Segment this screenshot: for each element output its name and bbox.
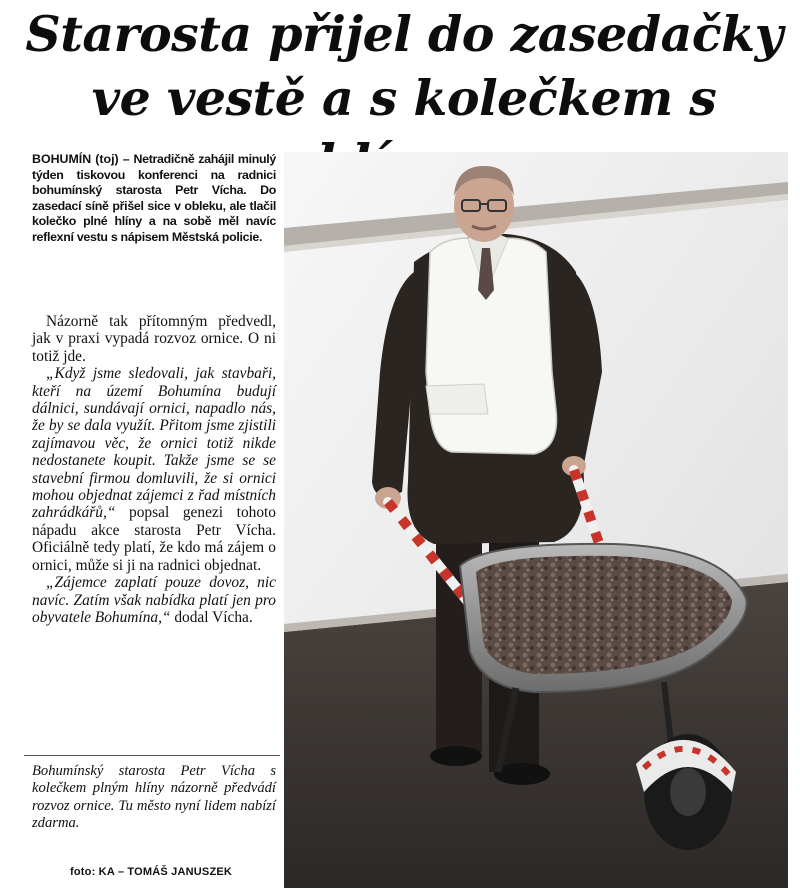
photo-credit: foto: KA – TOMÁŠ JANUSZEK [70, 866, 233, 878]
paragraph-1: Názorně tak přítomným předvedl, jak v praxi vypadá rozvoz ornice. O ni totiž jde. [32, 313, 276, 365]
paragraph-3-rest: dodal Vícha. [170, 608, 253, 626]
quote-2: „Zájemce zaplatí pouze dovoz, nic navíc. Zatím však nabídka platí jen pro obyvatele Bohumína,“ [32, 574, 276, 626]
lead-paragraph [32, 152, 276, 246]
paragraph-2 [32, 365, 276, 574]
photo-illustration [284, 152, 788, 888]
article-body [32, 313, 276, 626]
photo-caption: Bohumínský starosta Petr Vícha s kolečkem plným hlíny názorně předvádí rozvoz ornice. Tu město nyní lidem nabízí zdarma. [32, 763, 276, 832]
left-shoe [430, 746, 482, 766]
quote-1: „Když jsme sledovali, jak stavbaři, kteří na území Bohumína budují dálnici, sundávají ornici, napadlo nás, že by se dala využít. Přitom jsme zjistili zajímavou věc, že ornici totiž nikde nedostanete koupit. Takže jsme se se stavební firmou domluvili, že si ornici mohou objednat zájemci z řad místních zahrádkářů,“ [32, 365, 276, 522]
paragraph-3 [32, 574, 276, 626]
lead-text: Netradičně zahájil minulý týden tiskovou konferenci na radnici bohumínský starosta Petr Vícha. Do zasedací síně přišel sice v obleku, ale tlačil kolečko plné hlíny a na sobě měl navíc reflexní vestu s nápisem Městská policie. [32, 152, 276, 244]
caption-divider [24, 755, 280, 756]
paragraph-2-rest: popsal genezi tohoto nápadu akce starosta Petr Vícha. Oficiálně tedy platí, že kdo má zájem o ornici, může si ji na radnici objednat. [32, 504, 276, 574]
headline-line-2: ve vestě a s kolečkem s [91, 69, 717, 127]
news-photo [284, 152, 788, 888]
headline-line-1: Starosta přijel do zasedačky [25, 5, 783, 63]
vest-pocket [426, 384, 488, 414]
dateline: BOHUMÍN (toj) – [32, 152, 130, 166]
